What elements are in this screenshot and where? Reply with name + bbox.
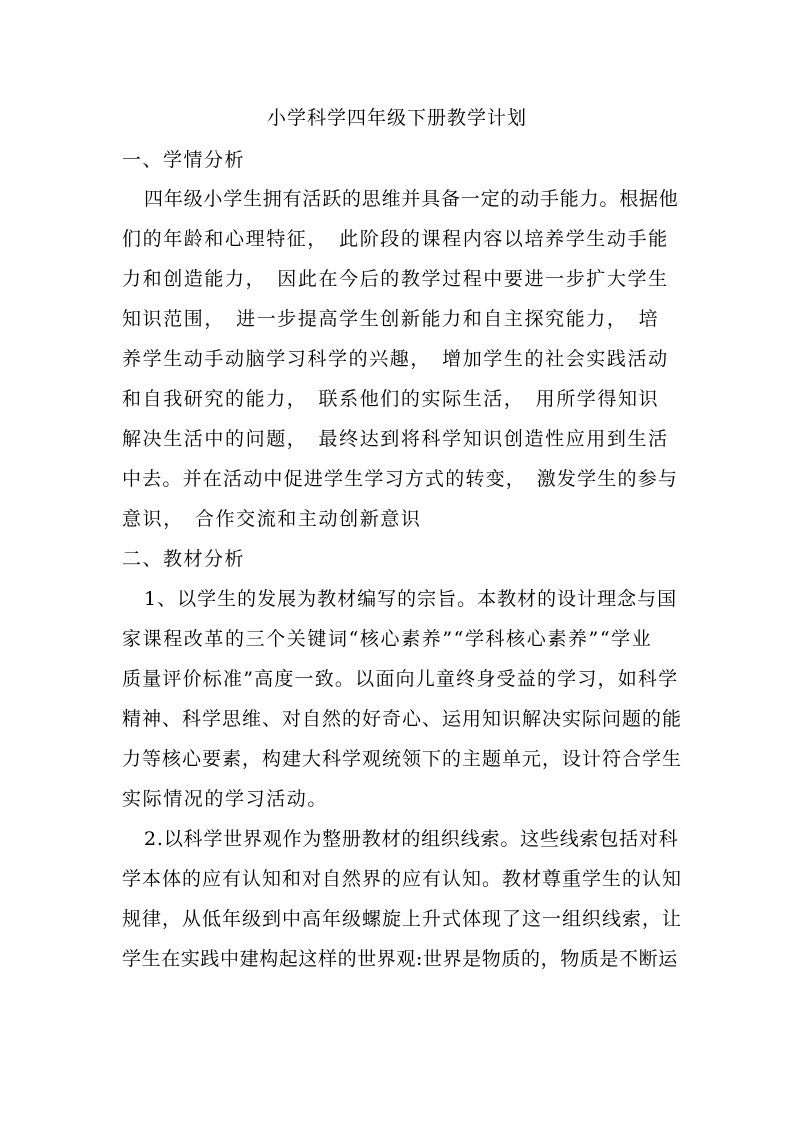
paragraph-line: 学生在实践中建构起这样的世界观:世界是物质的，物质是不断运 <box>122 948 678 970</box>
paragraph-line: 们的年龄和心理特征， 此阶段的课程内容以培养学生动手能 <box>122 228 669 250</box>
document-title: 小学科学四年级下册教学计划 <box>266 107 527 129</box>
paragraph-line: 精神、科学思维、对自然的好奇心、运用知识解决实际问题的能 <box>122 708 683 730</box>
paragraph-line: 和自我研究的能力， 联系他们的实际生活， 用所学得知识 <box>122 388 660 410</box>
paragraph-line: 中去。并在活动中促进学生学习方式的转变， 激发学生的参与 <box>122 468 679 490</box>
paragraph-line: 学本体的应有认知和对自然界的应有认知。教材尊重学生的认知 <box>122 868 683 890</box>
paragraph-line: 1、以学生的发展为教材编写的宗旨。本教材的设计理念与国 <box>144 588 678 610</box>
paragraph-line: 质量评价标准”高度一致。以面向儿童终身受益的学习，如科学 <box>122 668 679 690</box>
section-heading-textbook-analysis: 二、教材分析 <box>122 548 246 570</box>
paragraph-line: 规律，从低年级到中高年级螺旋上升式体现了这一组织线索，让 <box>122 908 683 930</box>
paragraph-line: 力和创造能力， 因此在今后的教学过程中要进一步扩大学生 <box>122 268 669 290</box>
paragraph-line: 意识， 合作交流和主动创新意识 <box>122 508 422 530</box>
section-heading-student-analysis: 一、学情分析 <box>122 149 246 171</box>
paragraph-line: 实际情况的学习活动。 <box>122 788 329 810</box>
paragraph-line: 家课程改革的三个关键词“核心素养”“学科核心素养”“学业 <box>122 628 653 650</box>
paragraph-line: 2.以科学世界观作为整册教材的组织线索。这些线索包括对科 <box>144 828 679 850</box>
paragraph-line: 解决生活中的问题， 最终达到将科学知识创造性应用到生活 <box>122 428 669 450</box>
paragraph-line: 四年级小学生拥有活跃的思维并具备一定的动手能力。根据他 <box>144 188 679 210</box>
paragraph-line: 知识范围， 进一步提高学生创新能力和自主探究能力， 培 <box>122 308 660 330</box>
paragraph-line: 养学生动手动脑学习科学的兴趣， 增加学生的社会实践活动 <box>122 348 669 370</box>
paragraph-line: 力等核心要素，构建大科学观统领下的主题单元，设计符合学生 <box>122 748 683 770</box>
